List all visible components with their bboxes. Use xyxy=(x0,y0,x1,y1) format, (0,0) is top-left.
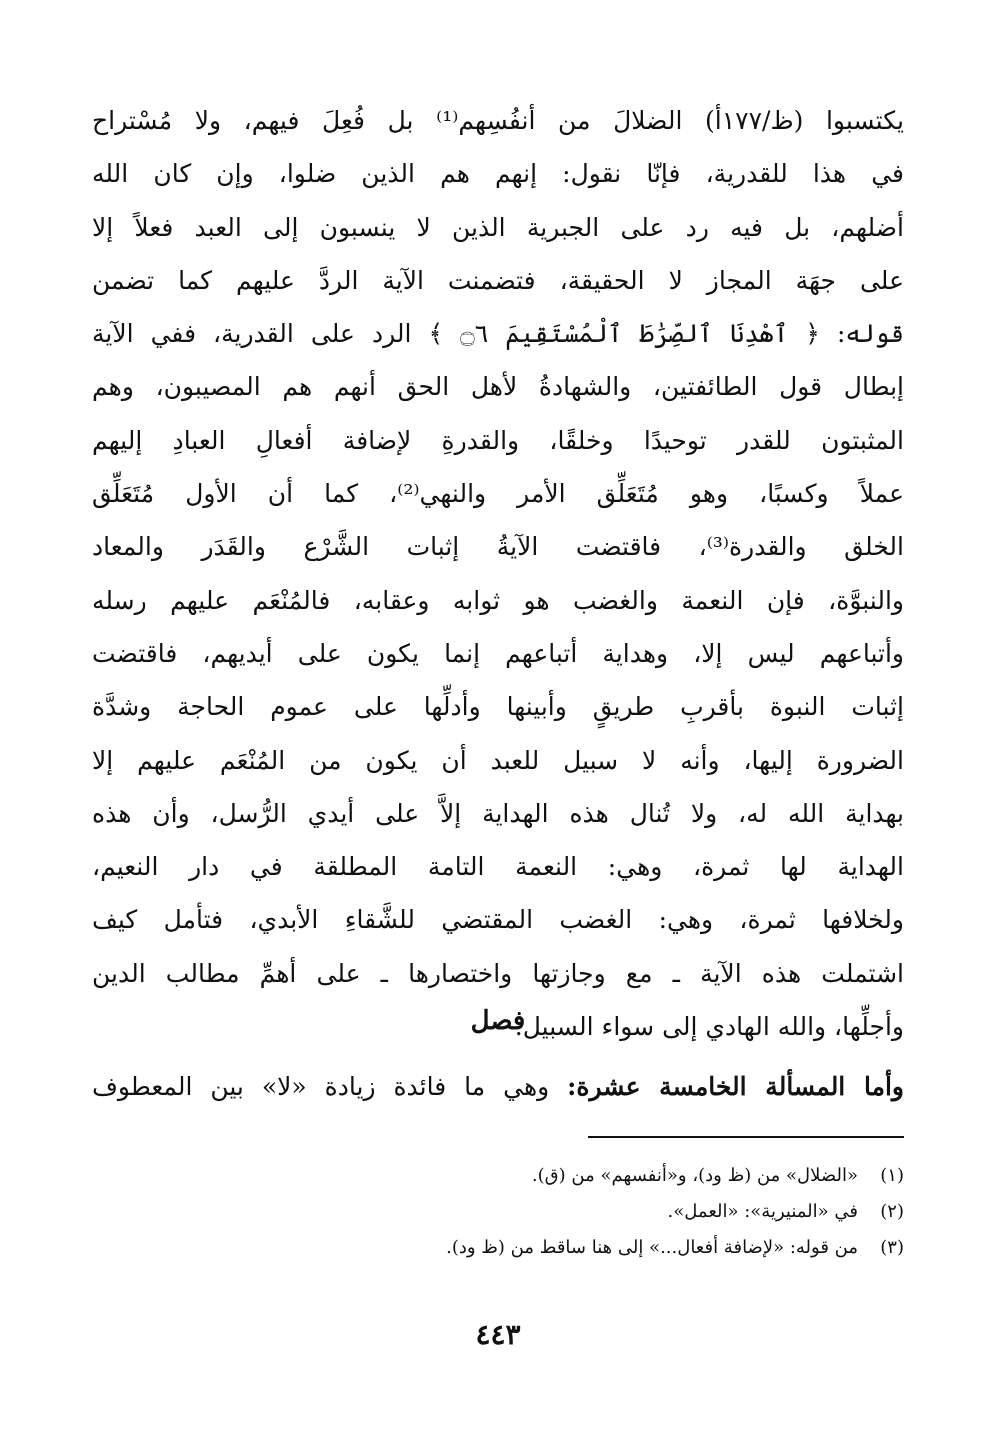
text-line-last: وأجلِّها، والله الهادي إلى سواء السبيل. xyxy=(514,1012,904,1042)
footnote-3 xyxy=(92,1230,904,1266)
footnote-1 xyxy=(92,1158,904,1194)
main-text-block xyxy=(92,94,904,1053)
footnotes-block xyxy=(92,1158,904,1266)
page-number: ٤٤٣ xyxy=(475,1318,521,1351)
text-line: ولخلافها ثمرة، وهي: الغضب المقتضي للشَّقاءِ الأبدي، فتأمل كيف xyxy=(92,905,904,935)
issue-intro-line xyxy=(92,1060,904,1113)
text-line: في هذا للقدرية، فإنّا نقول: إنهم هم الذين ضلوا، وإن كان الله xyxy=(92,159,904,189)
text-line-quran-verse: قوله: ﴿ ٱهْدِنَا ٱلصِّرَٰطَ ٱلْمُسْتَقِيمَ ۝٦ ﴾ الرد على القدرية، ففي الآية xyxy=(92,319,904,349)
footnote-text: في «المنيرية»: «العمل». xyxy=(667,1201,858,1222)
text-line: الهداية لها ثمرة، وهي: النعمة التامة المطلقة في دار النعيم، xyxy=(92,852,904,882)
text-line: المثبتون للقدر توحيدًا وخلقًا، والقدرةِ لإضافة أفعالِ العبادِ إليهم xyxy=(92,425,904,455)
text-line: اشتملت هذه الآية ـ مع وجازتها واختصارها ـ على أهمِّ مطالب الدين xyxy=(92,958,904,988)
footnote-2 xyxy=(92,1194,904,1230)
footnote-text: من قوله: «لإضافة أفعال...» إلى هنا ساقط من (ظ ود). xyxy=(446,1237,858,1258)
issue-title: وأما المسألة الخامسة عشرة: xyxy=(567,1072,904,1101)
footnote-number: (٣) xyxy=(880,1237,904,1258)
text-line: أضلهم، بل فيه رد على الجبرية الذين لا ينسبون إلى العبد فعلاً إلا xyxy=(92,212,904,242)
text-line: إبطال قول الطائفتين، والشهادةُ لأهل الحق أنهم هم المصيبون، وهم xyxy=(92,372,904,402)
text-line: وأتباعهم ليس إلا، وهداية أتباعهم إنما يكون على أيديهم، فاقتضت xyxy=(92,638,905,668)
section-heading: فصل xyxy=(470,1006,526,1036)
text-line: إثبات النبوة بأقربِ طريقٍ وأبينها وأدلِّها على عموم الحاجة وشدَّة xyxy=(92,692,904,722)
text-line: والنبوَّة، فإن النعمة والغضب هو ثوابه وعقابه، فالمُنْعَم عليهم رسله xyxy=(92,585,904,615)
text-line: بهداية الله له، ولا تُنال هذه الهداية إلاَّ على أيدي الرُّسل، وأن هذه xyxy=(92,798,904,828)
footnote-number: (١) xyxy=(880,1165,904,1186)
text-line: الخلق والقدرة⁽³⁾، فاقتضت الآيةُ إثبات الشَّرْع والقَدَر والمعاد xyxy=(92,532,904,562)
text-line: على جهَة المجاز لا الحقيقة، فتضمنت الآية الردَّ عليهم كما تضمن xyxy=(92,265,904,295)
text-line: يكتسبوا (ظ/١٧٧أ) الضلالَ من أنفُسِهم⁽¹⁾ بل فُعِلَ فيهم، ولا مُسْتراح xyxy=(92,106,904,135)
footnote-separator xyxy=(588,1136,904,1138)
text-line: الضرورة إليها، وأنه لا سبيل للعبد أن يكون من المُنْعَم عليهم إلا xyxy=(92,745,904,775)
text-line: عملاً وكسبًا، وهو مُتَعَلِّق الأمر والنهي⁽²⁾، كما أن الأول مُتَعَلِّق xyxy=(92,479,904,509)
footnote-number: (٢) xyxy=(880,1201,904,1222)
footnote-text: «الضلال» من (ظ ود)، و«أنفسهم» من (ق). xyxy=(531,1165,858,1186)
issue-question: وهي ما فائدة زيادة «لا» بين المعطوف xyxy=(92,1072,568,1101)
